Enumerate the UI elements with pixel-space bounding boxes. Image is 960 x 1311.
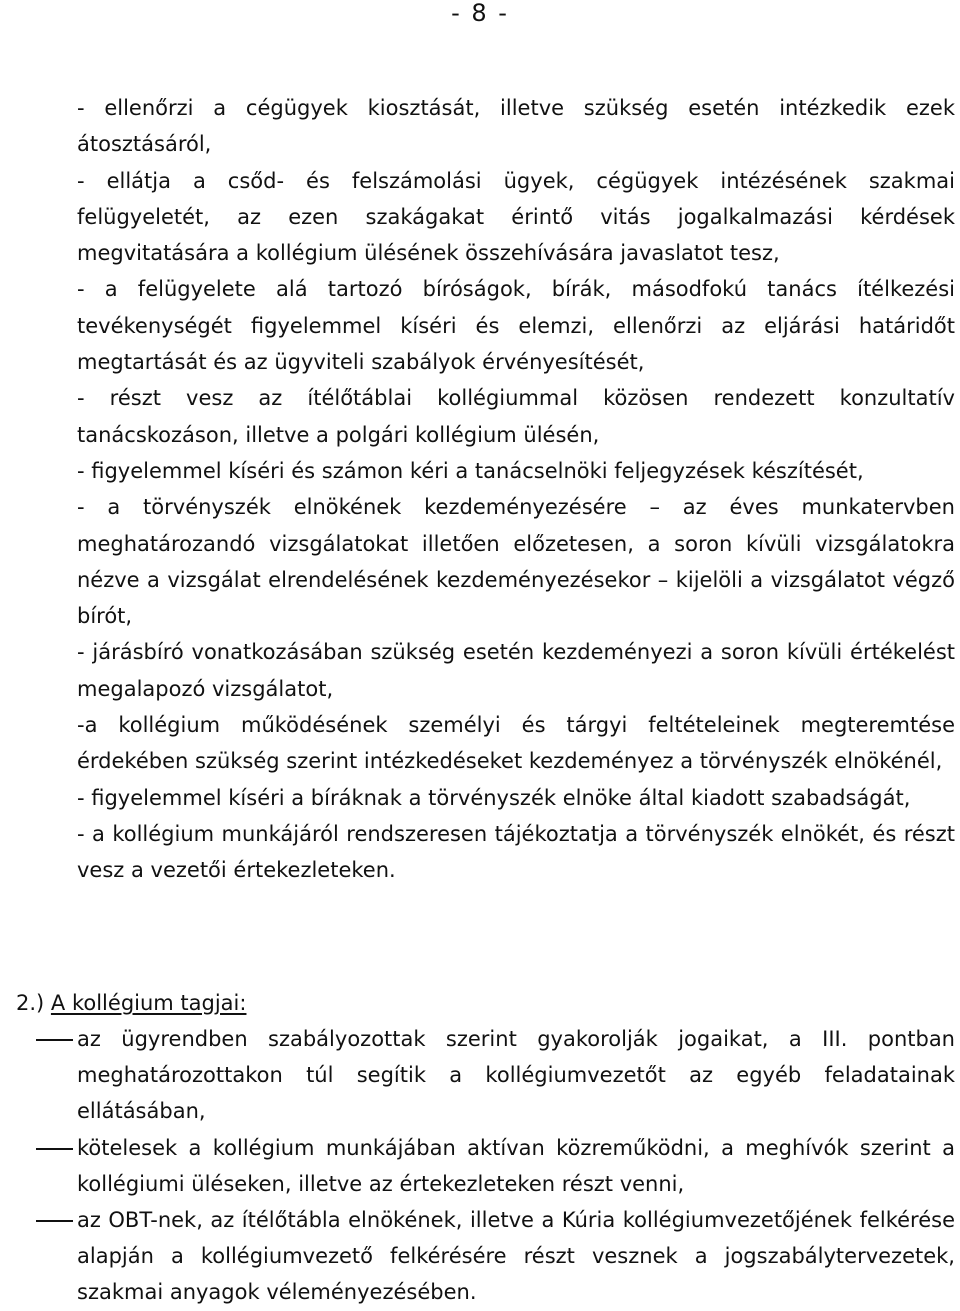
dash-bullet-icon	[36, 1039, 73, 1041]
duty-paragraph: -a kollégium működésének személyi és tárgyi feltételeinek megteremtése érdekében szükség szerint intézkedéseket kezdeményez a törvényszék elnökénél,	[77, 713, 955, 774]
section-number: 2.)	[16, 991, 45, 1015]
section-heading	[16, 985, 955, 1021]
page-number: - 8 -	[451, 0, 509, 27]
member-duty-item	[16, 1202, 955, 1311]
duties-list	[77, 90, 955, 889]
duty-paragraph: - a felügyelete alá tartozó bíróságok, bírák, másodfokú tanács ítélkezési tevékenységét figyelemmel kíséri és elemzi, ellenőrzi az eljárási határidőt megtartását és az ügyviteli szabályok érvényesítését,	[77, 277, 955, 375]
member-duty-text: kötelesek a kollégium munkájában aktívan közreműködni, a meghívók szerint a kollégiumi üléseken, illetve az értekezleteken részt venni,	[77, 1135, 955, 1196]
dash-bullet-icon	[36, 1220, 73, 1222]
duty-paragraph: - figyelemmel kíséri és számon kéri a tanácselnöki feljegyzések készítését,	[77, 458, 864, 483]
section-members	[16, 985, 955, 1311]
duty-paragraph: - ellenőrzi a cégügyek kiosztását, illetve szükség esetén intézkedik ezek átosztásáról,	[77, 96, 955, 157]
duty-paragraph: - figyelemmel kíséri a bíráknak a törvényszék elnöke által kiadott szabadságát,	[77, 785, 911, 810]
member-duty-text: az ügyrendben szabályozottak szerint gyakorolják jogaikat, a III. pontban meghatározottakon túl segítik a kollégiumvezetőt az egyéb feladatainak ellátásában,	[77, 1027, 955, 1124]
member-duty-text: az OBT-nek, az ítélőtábla elnökének, illetve a Kúria kollégiumvezetőjének felkérése alapján a kollégiumvezető felkérésére részt vesznek a jogszabálytervezetek, szakmai anyagok véleményezésében.	[77, 1208, 955, 1305]
duty-paragraph: - ellátja a csőd- és felszámolási ügyek, cégügyek intézésének szakmai felügyeletét, az ezen szakágakat érintő vitás jogalkalmazási kérdések megvitatására a kollégium ülésének összehívására javaslatot tesz,	[77, 168, 955, 266]
duty-paragraph: - a kollégium munkájáról rendszeresen tájékoztatja a törvényszék elnökét, és részt vesz a vezetői értekezleteken.	[77, 821, 955, 883]
member-duty-item	[16, 1021, 955, 1130]
duty-paragraph: - részt vesz az ítélőtáblai kollégiummal közösen rendezett konzultatív tanácskozáson, illetve a polgári kollégium ülésén,	[77, 386, 955, 447]
section-title: A kollégium tagjai:	[50, 991, 247, 1015]
member-duty-item	[16, 1130, 955, 1202]
duty-paragraph: - járásbíró vonatkozásában szükség esetén kezdeményezi a soron kívüli értékelést megalapozó vizsgálatot,	[77, 640, 955, 701]
dash-bullet-icon	[36, 1148, 73, 1150]
duty-paragraph: - a törvényszék elnökének kezdeményezésére – az éves munkatervben meghatározandó vizsgálatokat illetően előzetesen, a soron kívüli vizsgálatokra nézve a vizsgálat elrendelésének kezdeményezésekor – kijelöli a vizsgálatot végző bírót,	[77, 495, 955, 629]
